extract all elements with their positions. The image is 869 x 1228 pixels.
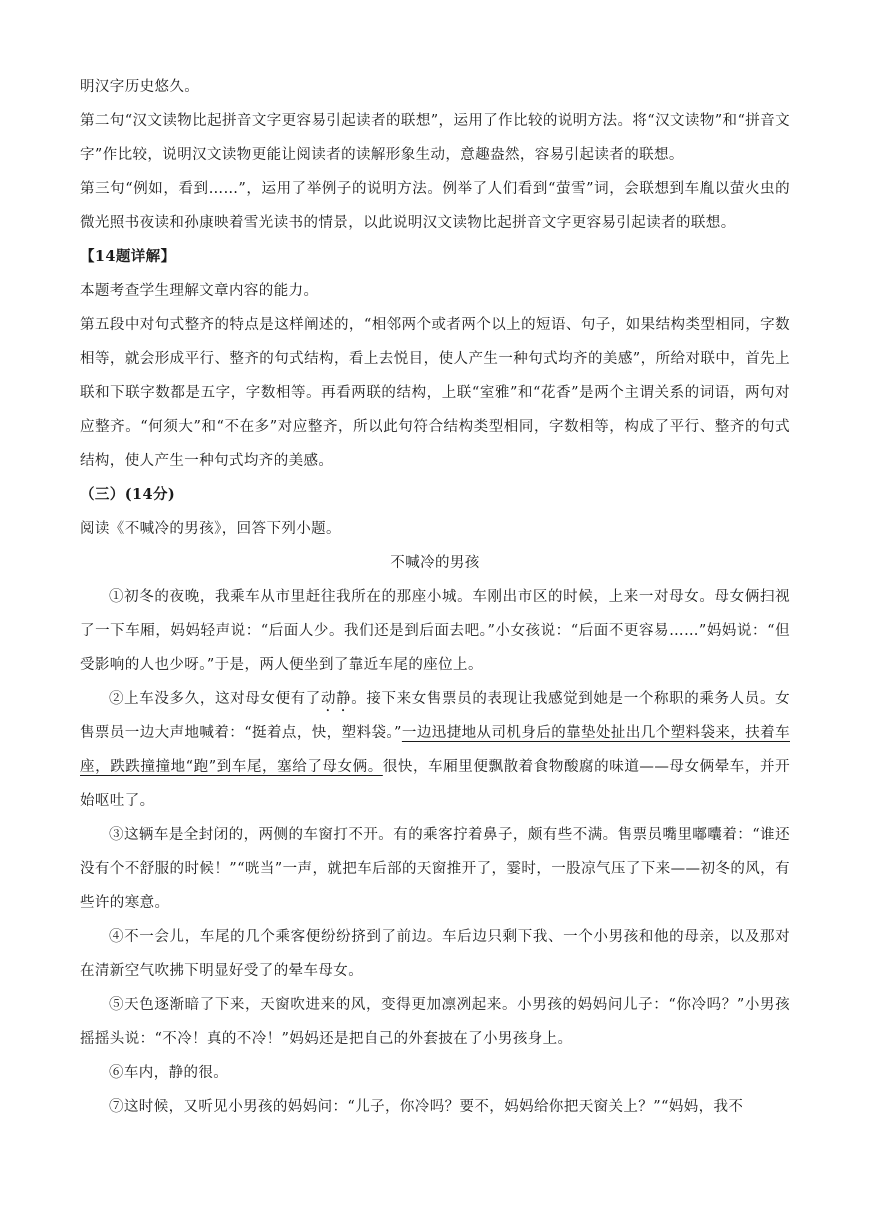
analysis-line-1: 明汉字历史悠久。 xyxy=(80,79,200,95)
analysis-sentence-3: 第三句“例如，看到……”，运用了举例子的说明方法。例举了人们看到“萤雪”词，会联想到车胤以萤火虫的微光照书夜读和孙康映着雪光读书的情景，以此说明汉文读物比起拼音文字更容易引起读者的联想。 xyxy=(80,181,790,231)
section-heading: （三）(14分) xyxy=(80,486,176,503)
q14-title: 【14题详解】 xyxy=(80,248,176,265)
story-paragraph-3: ③这辆车是全封闭的，两侧的车窗打不开。有的乘客拧着鼻子，颇有些不满。售票员嘴里嘟囔着：“谁还没有个不舒服的时候！”“咣当”一声，就把车后部的天窗推开了，霎时，一股凉气压了下来——初冬的风，有些许的寒意。 xyxy=(80,827,790,911)
p2-text-a: ②上车没多久，这对母女便有了 xyxy=(109,691,321,707)
story-paragraph-4: ④不一会儿，车尾的几个乘客便纷纷挤到了前边。车后边只剩下我、一个小男孩和他的母亲，以及那对在清新空气吹拂下明显好受了的晕车母女。 xyxy=(80,929,790,979)
p2-text-c: 很快，车厢里便飘散着食物酸腐的味道——母女俩晕车，并开始呕吐了。 xyxy=(80,759,790,809)
story-paragraph-6: ⑥车内，静的很。 xyxy=(109,1065,229,1081)
story-title: 不喊冷的男孩 xyxy=(390,555,480,571)
q14-explanation: 第五段中对句式整齐的特点是这样阐述的，“相邻两个或者两个以上的短语、句子，如果结构类型相同，字数相等，就会形成平行、整齐的句式结构，看上去悦目，使人产生一种句式均齐的美感”，所给对联中，首先上联和下联字数都是五字，字数相等。再看两联的结构，上联“室雅”和“花香”是两个主谓关系的词语，两句对应整齐。“何须大”和“不在多”对应整齐，所以此句符合结构类型相同，字数相等，构成了平行、整齐的句式结构，使人产生一种句式均齐的美感。 xyxy=(80,317,790,469)
analysis-sentence-2: 第二句“汉文读物比起拼音文字更容易引起读者的联想”，运用了作比较的说明方法。将“汉文读物”和“拼音文字”作比较，说明汉文读物更能让阅读者的读解形象生动，意趣盎然，容易引起读者的联想。 xyxy=(80,113,790,163)
story-paragraph-1: ①初冬的夜晚，我乘车从市里赶往我所在的那座小城。车刚出市区的时候，上来一对母女。母女俩扫视了一下车厢，妈妈轻声说：“后面人少。我们还是到后面去吧。”小女孩说：“后面不更容易……”妈妈说：“但受影响的人也少呀。”于是，两人便坐到了靠近车尾的座位上。 xyxy=(80,589,790,673)
story-paragraph-7: ⑦这时候，又听见小男孩的妈妈问：“儿子，你冷吗？要不，妈妈给你把天窗关上？”“妈妈，我不 xyxy=(109,1099,744,1115)
story-paragraph-5: ⑤天色逐渐暗了下来，天窗吹进来的风，变得更加凛冽起来。小男孩的妈妈问儿子：“你冷吗？”小男孩摇摇头说：“不冷！真的不冷！”妈妈还是把自己的外套披在了小男孩身上。 xyxy=(80,997,790,1047)
p2-underlined-sentence: 一边迅捷地从司机身后的靠垫处扯出几个塑料袋来，扶着车座，跌跌撞撞地“跑”到车尾，塞给了母女俩。 xyxy=(80,725,790,775)
document-page xyxy=(80,70,790,1124)
p2-text-b: 。接下来女售票员的表现让我感觉到她是一个称职的乘务人员。女售票员一边大声地喊着：“挺着点，快，塑料袋。” xyxy=(80,691,790,741)
reading-instruction: 阅读《不喊冷的男孩》，回答下列小题。 xyxy=(80,521,341,537)
story-paragraph-2 xyxy=(80,682,790,818)
p2-emphasis-word: 动静 xyxy=(320,691,352,707)
q14-line-1: 本题考查学生理解文章内容的能力。 xyxy=(80,283,319,299)
